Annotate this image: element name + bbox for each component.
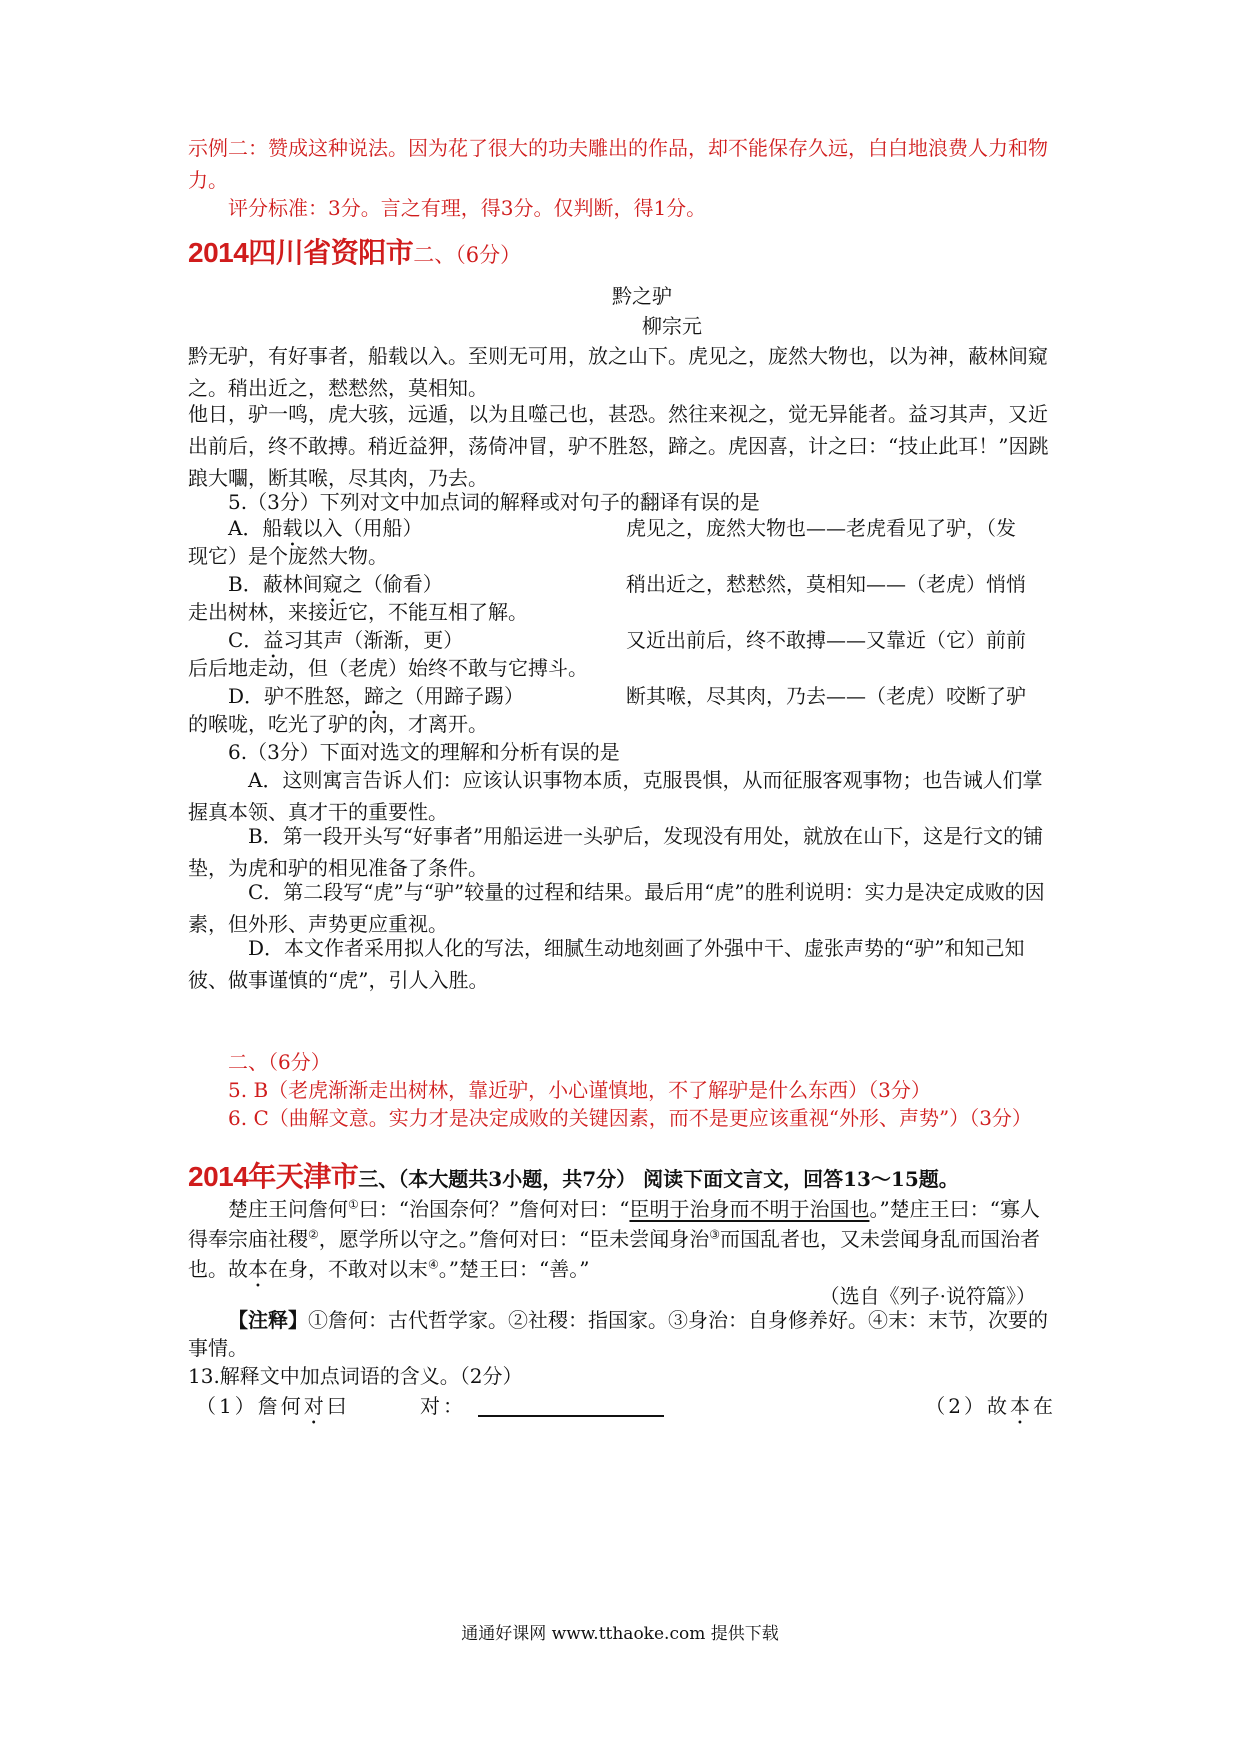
source-citation: （选自《列子·说符篇》） bbox=[819, 1284, 1036, 1308]
q13-2-dotted-word: 本 bbox=[1010, 1394, 1033, 1418]
q5-a-text: A．船 bbox=[228, 516, 283, 540]
classical-para-1: 黔无驴，有好事者，船载以入。至则无可用，放之山下。虎见之，庞然大物也，以为神，蔽林间窥之。稍出近之，慭慭然，莫相知。 bbox=[188, 344, 1048, 400]
q5-c-dotted-word: 益 bbox=[263, 628, 284, 652]
tj-text-7: 。”楚王曰：“善。” bbox=[438, 1257, 590, 1281]
q5-b-cont: 走出树林，来接近它，不能互相了解。 bbox=[188, 600, 528, 624]
q13-2-text: （2）故 bbox=[925, 1394, 1010, 1418]
tj-text-2: 曰：“治国奈何？”詹何对曰：“ bbox=[358, 1197, 630, 1221]
q6-option-b: B．第一段开头写“好事者”用船运进一头驴后，发现没有用处，就放在山下，这是行文的铺垫，为虎和驴的相见准备了条件。 bbox=[188, 824, 1044, 880]
q5-a-dotted-word: 载 bbox=[282, 516, 303, 540]
annotation-notes bbox=[188, 1306, 1056, 1362]
q13-1-label: 对： bbox=[420, 1394, 466, 1418]
classical-para-2: 他日，驴一鸣，虎大骇，远遁，以为且噬己也，甚恐。然往来视之，觉无异能者。益习其声，又近出前后，终不敢搏。稍近益狎，荡倚冲冒，驴不胜怒，蹄之。虎因喜，计之曰：“技止此耳！”因跳踉大㘚，断其喉，尽其肉，乃去。 bbox=[188, 402, 1049, 490]
tianjin-classical-text bbox=[188, 1194, 1056, 1292]
q5-a-cont: 现它）是个庞然大物。 bbox=[188, 544, 388, 568]
answer-q6: 6. C（曲解文意。实力才是决定成败的关键因素，而不是更应该重视“外形、声势”）（3分） bbox=[228, 1106, 1032, 1130]
q5-a-gloss: 以入（用船） bbox=[302, 516, 423, 540]
q13-item-1 bbox=[196, 1390, 350, 1429]
q5-d-cont: 的喉咙，吃光了驴的肉，才离开。 bbox=[188, 712, 488, 736]
text-title: 黔之驴 bbox=[612, 284, 672, 308]
q5-b-gloss: 之（偷看） bbox=[342, 572, 443, 596]
scoring-standard: 评分标准：3分。言之有理，得3分。仅判断，得1分。 bbox=[228, 196, 707, 220]
tj-text-4: ，愿学所以守之。”詹何对曰：“臣未尝闻身治 bbox=[318, 1227, 710, 1251]
page-footer: 通通好课网 www.tthaoke.com 提供下载 bbox=[461, 1624, 779, 1644]
answer-q5: 5. B（老虎渐渐走出树林，靠近驴，小心谨慎地，不了解驴是什么东西）（3分） bbox=[228, 1078, 931, 1102]
q5-c-translation: 又近出前后，终不敢搏——又靠近（它）前前 bbox=[626, 628, 1026, 652]
note-label: 【注释】 bbox=[228, 1308, 308, 1332]
text-author: 柳宗元 bbox=[642, 314, 702, 338]
note-ref-2: ② bbox=[308, 1227, 319, 1242]
tj-text-3: 。”楚庄王曰：“寡人得奉宗庙社稷 bbox=[188, 1197, 1040, 1251]
tianjin-heading bbox=[188, 1158, 1056, 1198]
q5-b-translation: 稍出近之，慭慭然，莫相知——（老虎）悄悄 bbox=[626, 572, 1026, 596]
tj-dotted-word: 本 bbox=[248, 1257, 268, 1281]
tianjin-section-label: 三、（本大题共3小题，共7分） 阅读下面文言文，回答13～15题。 bbox=[358, 1167, 959, 1191]
q5-c-text: C． bbox=[228, 628, 264, 652]
note-ref-1: ① bbox=[348, 1197, 359, 1212]
section-label: 二、（6分） bbox=[413, 243, 522, 267]
q5-d-gloss: 之（用蹄子踢） bbox=[384, 684, 525, 708]
q13-item-2 bbox=[925, 1390, 1056, 1429]
q6-option-d: D．本文作者采用拟人化的写法，细腻生动地刻画了外强中干、虚张声势的“驴”和知己知彼、做事谨慎的“虎”，引人入胜。 bbox=[188, 936, 1025, 992]
q5-c-gloss: 习其声（渐渐，更） bbox=[283, 628, 464, 652]
q5-d-dotted-word: 蹄 bbox=[364, 684, 385, 708]
q5-d-text: D．驴不胜怒， bbox=[228, 684, 365, 708]
q6-stem: 6.（3分）下面对选文的理解和分析有误的是 bbox=[228, 740, 620, 764]
q5-d-translation: 断其喉，尽其肉，乃去——（老虎）咬断了驴 bbox=[626, 684, 1026, 708]
sichuan-heading bbox=[188, 234, 1056, 274]
q13-1-text: （1）詹何 bbox=[196, 1394, 304, 1418]
q5-a-translation: 虎见之，庞然大物也——老虎看见了驴，（发 bbox=[626, 516, 1016, 540]
q6-option-a: A．这则寓言告诉人们：应该认识事物本质，克服畏惧，从而征服客观事物；也告诫人们掌握真本领、真才干的重要性。 bbox=[188, 768, 1043, 824]
region-title: 2014四川省资阳市 bbox=[188, 237, 414, 268]
q5-b-text: B．蔽林间 bbox=[228, 572, 323, 596]
q6-option-c: C．第二段写“虎”与“驴”较量的过程和结果。最后用“虎”的胜利说明：实力是决定成败的因素，但外形、声势更应重视。 bbox=[188, 880, 1045, 936]
q13-1-answer bbox=[420, 1390, 664, 1422]
tj-text-6: 在身，不敢对以末 bbox=[268, 1257, 428, 1281]
answer-example-2: 示例二：赞成这种说法。因为花了很大的功夫雕出的作品，却不能保存久远，白白地浪费人力和物力。 bbox=[188, 136, 1048, 192]
note-text: ①詹何：古代哲学家。②社稷：指国家。③身治：自身修养好。④末：末节，次要的事情。 bbox=[188, 1308, 1048, 1360]
note-ref-3: ③ bbox=[709, 1227, 720, 1242]
q5-stem: 5.（3分）下列对文中加点词的解释或对句子的翻译有误的是 bbox=[228, 490, 760, 514]
q13-stem: 13.解释文中加点词语的含义。（2分） bbox=[188, 1364, 523, 1388]
q5-b-dotted-word: 窥 bbox=[322, 572, 343, 596]
q13-1-dotted-word: 对 bbox=[303, 1394, 327, 1418]
region-title-tianjin: 2014年天津市 bbox=[188, 1161, 359, 1192]
note-ref-4: ④ bbox=[428, 1257, 439, 1272]
q5-c-cont: 后后地走动，但（老虎）始终不敢与它搏斗。 bbox=[188, 656, 588, 680]
tj-text-5: 而国乱者也，又未尝闻身乱而国治者也。故 bbox=[188, 1227, 1040, 1281]
tj-text-1: 楚庄王问詹何 bbox=[228, 1197, 348, 1221]
q13-1-text-end: 曰 bbox=[326, 1394, 350, 1418]
answers-section: 二、（6分） bbox=[228, 1050, 331, 1074]
tj-underlined-sentence: 臣明于治身而不明于治国也 bbox=[629, 1197, 870, 1221]
q13-2-text-end: 在 bbox=[1033, 1394, 1056, 1418]
answer-blank[interactable] bbox=[478, 1395, 664, 1417]
